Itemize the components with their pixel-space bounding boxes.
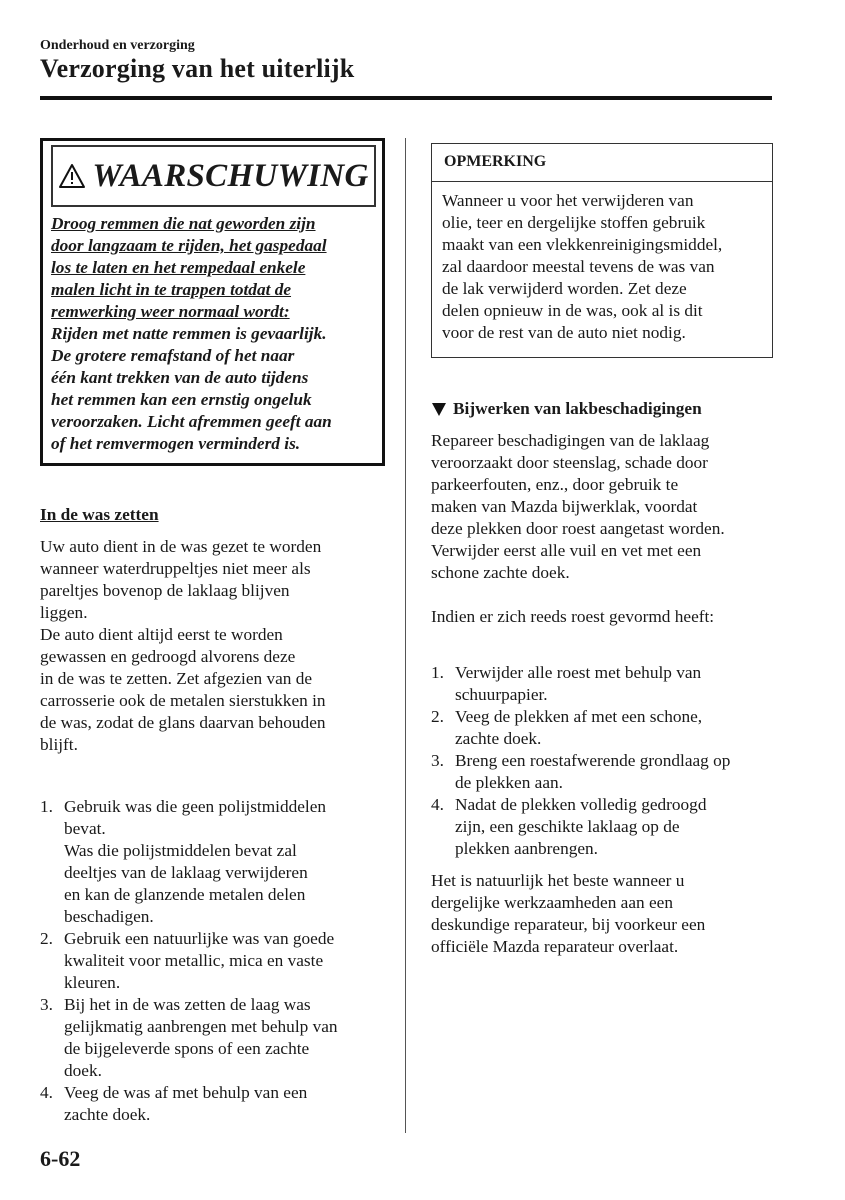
list-item: [40, 796, 385, 928]
warning-line: los te laten en het rempedaal enkele: [51, 258, 306, 277]
text-line: pareltjes bovenop de laklaag blijven: [40, 581, 290, 600]
repair-paragraph-1: [431, 430, 773, 584]
text-line: veroorzaakt door steenslag, schade door: [431, 453, 708, 472]
list-item: [40, 928, 385, 994]
text-line: en kan de glanzende metalen delen: [64, 885, 306, 904]
text-line: Was die polijstmiddelen bevat zal: [64, 841, 297, 860]
warning-line: één kant trekken van de auto tijdens: [51, 368, 309, 387]
wash-paragraph-2: [40, 624, 385, 756]
list-item: [431, 706, 773, 750]
text-line: zijn, een geschikte laklaag op de: [455, 817, 680, 836]
list-item: [40, 1082, 385, 1126]
repair-paragraph-3: [431, 870, 773, 958]
text-line: deeltjes van de laklaag verwijderen: [64, 863, 308, 882]
text-line: Veeg de was af met behulp van een: [64, 1083, 308, 1102]
title-rule: [40, 96, 772, 100]
wash-heading: In de was zetten: [40, 505, 159, 524]
list-item: [40, 994, 385, 1082]
text-line: blijft.: [40, 735, 78, 754]
text-line: voor de rest van de auto niet nodig.: [442, 323, 686, 342]
text-line: Gebruik was die geen polijstmiddelen: [64, 797, 327, 816]
note-box: [431, 143, 773, 358]
text-line: Uw auto dient in de was gezet te worden: [40, 537, 322, 556]
list-number: 3.: [431, 751, 444, 770]
warning-title: WAARSCHUWING: [92, 158, 369, 194]
list-number: 4.: [431, 795, 444, 814]
repair-paragraph-2: Indien er zich reeds roest gevormd heeft:: [431, 607, 715, 626]
text-line: bevat.: [64, 819, 106, 838]
text-line: de was, zodat de glans daarvan behouden: [40, 713, 326, 732]
list-number: 4.: [40, 1083, 53, 1102]
text-line: maakt van een vlekkenreinigingsmiddel,: [442, 235, 723, 254]
text-line: zal daardoor meestal tevens de was van: [442, 257, 715, 276]
text-line: liggen.: [40, 603, 88, 622]
warning-line: door langzaam te rijden, het gaspedaal: [51, 236, 327, 255]
text-line: de plekken aan.: [455, 773, 563, 792]
warning-line: Rijden met natte remmen is gevaarlijk.: [51, 324, 327, 343]
text-line: schuurpapier.: [455, 685, 548, 704]
text-line: De auto dient altijd eerst te worden: [40, 625, 283, 644]
text-line: olie, teer en dergelijke stoffen gebruik: [442, 213, 706, 232]
warning-line: De grotere remafstand of het naar: [51, 346, 295, 365]
page-number: 6-62: [40, 1146, 81, 1171]
list-number: 2.: [431, 707, 444, 726]
note-body: [432, 182, 772, 357]
triangle-down-icon: [431, 402, 447, 417]
note-heading: OPMERKING: [432, 144, 772, 182]
text-line: Breng een roestafwerende grondlaag op: [455, 751, 731, 770]
wash-steps: [40, 796, 385, 1126]
text-line: Het is natuurlijk het beste wanneer u: [431, 871, 685, 890]
list-item: [431, 750, 773, 794]
warning-triangle-icon: [58, 163, 86, 189]
text-line: de lak verwijderd worden. Zet deze: [442, 279, 687, 298]
text-line: dergelijke werkzaamheden aan een: [431, 893, 673, 912]
right-column: [431, 143, 773, 958]
text-line: Verwijder eerst alle vuil en vet met een: [431, 541, 702, 560]
list-number: 2.: [40, 929, 53, 948]
text-line: deskundige reparateur, bij voorkeur een: [431, 915, 706, 934]
text-line: de bijgeleverde spons of een zachte: [64, 1039, 310, 1058]
section-label: Onderhoud en verzorging: [40, 38, 195, 53]
text-line: schone zachte doek.: [431, 563, 570, 582]
text-line: carrosserie ook de metalen sierstukken in: [40, 691, 326, 710]
text-line: Gebruik een natuurlijke was van goede: [64, 929, 335, 948]
list-item: [431, 794, 773, 860]
text-line: gewassen en gedroogd alvorens deze: [40, 647, 296, 666]
text-line: Veeg de plekken af met een schone,: [455, 707, 703, 726]
text-line: in de was te zetten. Zet afgezien van de: [40, 669, 313, 688]
warning-line: of het remvermogen verminderd is.: [51, 434, 301, 453]
text-line: kleuren.: [64, 973, 121, 992]
repair-heading: [431, 398, 773, 420]
warning-line: Droog remmen die nat geworden zijn: [51, 214, 316, 233]
text-line: Wanneer u voor het verwijderen van: [442, 191, 694, 210]
text-line: beschadigen.: [64, 907, 154, 926]
warning-text: [51, 213, 376, 455]
text-line: maken van Mazda bijwerklak, voordat: [431, 497, 698, 516]
warning-box: [40, 138, 385, 466]
wash-paragraph-1: [40, 536, 385, 624]
column-divider: [405, 138, 406, 1133]
text-line: kwaliteit voor metallic, mica en vaste: [64, 951, 324, 970]
text-line: zachte doek.: [64, 1105, 151, 1124]
text-line: parkeerfouten, enz., door gebruik te: [431, 475, 679, 494]
warning-line: remwerking weer normaal wordt:: [51, 302, 290, 321]
warning-header: [51, 145, 376, 207]
text-line: Bij het in de was zetten de laag was: [64, 995, 311, 1014]
list-number: 3.: [40, 995, 53, 1014]
left-column: [40, 138, 385, 1126]
list-number: 1.: [431, 663, 444, 682]
warning-line: het remmen kan een ernstig ongeluk: [51, 390, 312, 409]
text-line: delen opnieuw in de was, ook al is dit: [442, 301, 703, 320]
repair-steps: [431, 662, 773, 860]
text-line: gelijkmatig aanbrengen met behulp van: [64, 1017, 338, 1036]
page-title: Verzorging van het uiterlijk: [40, 54, 355, 83]
text-line: Verwijder alle roest met behulp van: [455, 663, 702, 682]
text-line: plekken aanbrengen.: [455, 839, 598, 858]
list-item: [431, 662, 773, 706]
warning-line: malen licht in te trappen totdat de: [51, 280, 292, 299]
warning-line: veroorzaken. Licht afremmen geeft aan: [51, 412, 332, 431]
text-line: Repareer beschadigingen van de laklaag: [431, 431, 710, 450]
text-line: zachte doek.: [455, 729, 542, 748]
text-line: wanneer waterdruppeltjes niet meer als: [40, 559, 311, 578]
text-line: Nadat de plekken volledig gedroogd: [455, 795, 707, 814]
text-line: deze plekken door roest aangetast worden.: [431, 519, 725, 538]
repair-heading-text: Bijwerken van lakbeschadigingen: [453, 399, 702, 418]
text-line: doek.: [64, 1061, 102, 1080]
text-line: officiële Mazda reparateur overlaat.: [431, 937, 679, 956]
list-number: 1.: [40, 797, 53, 816]
